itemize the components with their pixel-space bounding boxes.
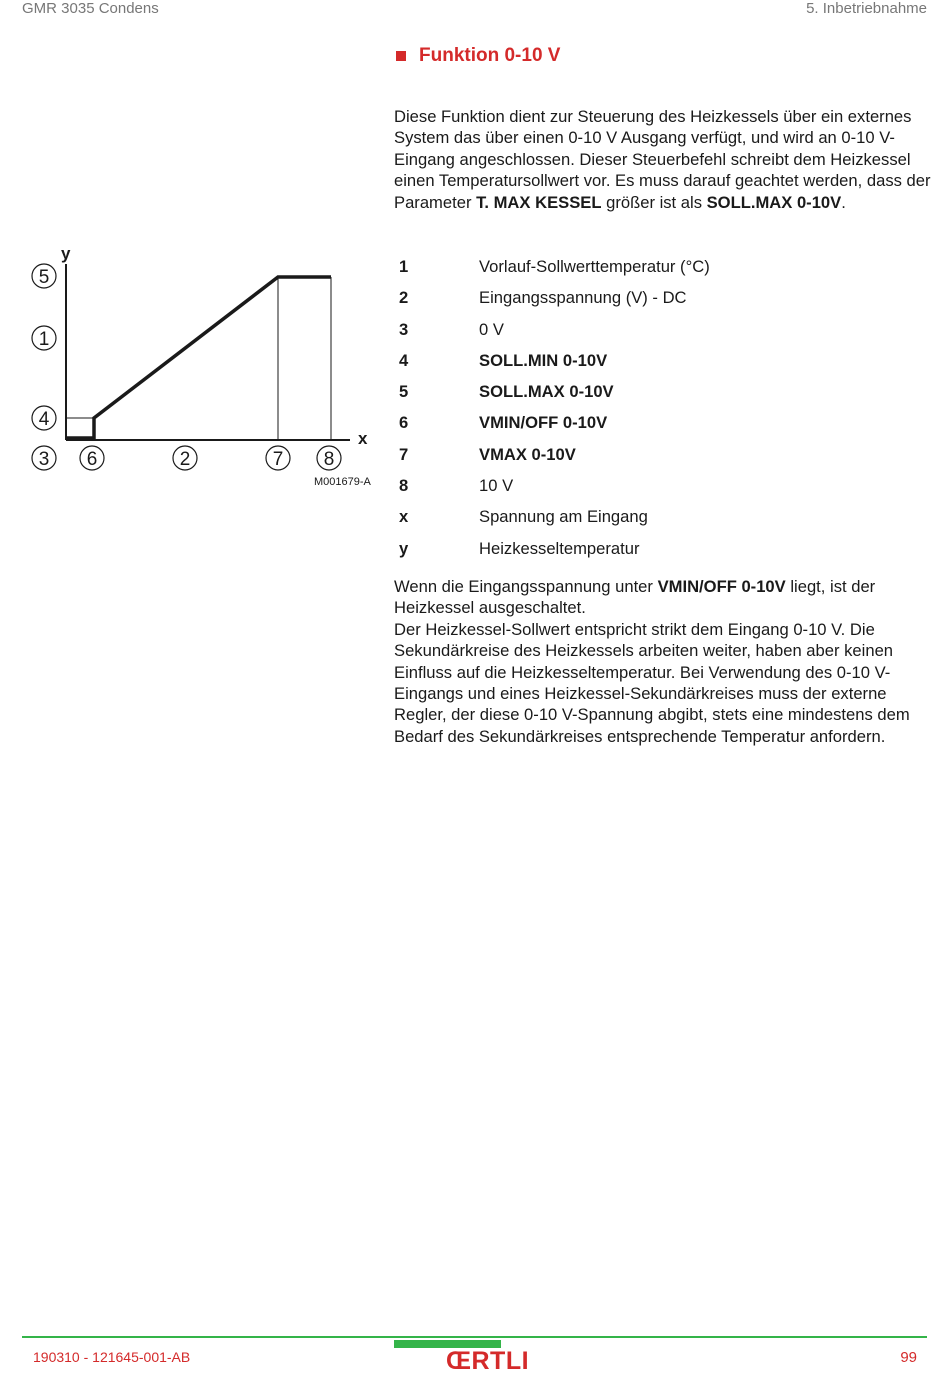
legend-value: SOLL.MIN 0-10V	[479, 350, 608, 370]
setpoint-diagram	[0, 236, 380, 496]
svg-text:3: 3	[38, 449, 50, 470]
svg-text:4: 4	[38, 409, 50, 430]
intro-end: .	[841, 192, 846, 212]
legend-row	[394, 444, 934, 475]
marker-3	[32, 446, 56, 470]
marker-4	[32, 406, 56, 430]
legend-row	[394, 538, 934, 569]
legend-value: Vorlauf-Sollwerttemperatur (°C)	[479, 257, 710, 276]
legend-row	[394, 412, 934, 443]
paragraph-setpoint: Der Heizkessel-Sollwert entspricht strikt dem Eingang 0-10 V. Die Sekundärkreise des Heizkessels arbeiten weiter, haben aber keinen Einfluss auf die Heizkesseltemperatur. Bei Verwendung des 0-10 V-Eingangs und eines Heizkessel-Sekundärkreises muss der externe Regler, der diese 0-10 V-Spannung abgibt, stets eine mindestens dem Bedarf des Sekundärkreises entsprechende Temperatur anfordern.	[394, 619, 910, 746]
svg-text:7: 7	[272, 449, 284, 470]
legend-value: SOLL.MAX 0-10V	[479, 382, 614, 402]
bullet-square-icon	[396, 51, 406, 61]
legend-key: 6	[399, 413, 409, 433]
header-chapter: 5. Inbetriebnahme	[806, 0, 927, 17]
param-vmin-off: VMIN/OFF 0-10V	[657, 577, 786, 596]
intro-mid: größer ist als	[601, 192, 707, 212]
section-title	[396, 45, 560, 67]
intro-paragraph	[394, 106, 934, 213]
legend-value: 0 V	[479, 319, 504, 339]
legend-key: 3	[399, 319, 409, 339]
svg-text:1: 1	[38, 329, 50, 350]
legend-row	[394, 506, 934, 537]
marker-8	[317, 446, 341, 470]
legend-key: 8	[399, 476, 409, 496]
legend-row	[394, 350, 934, 381]
svg-text:6: 6	[86, 449, 98, 470]
marker-1	[32, 326, 56, 350]
body-text	[394, 576, 934, 747]
legend-row	[394, 475, 934, 506]
marker-7	[266, 446, 290, 470]
legend-value: Eingangsspannung (V) - DC	[479, 288, 687, 308]
x-axis-label: x	[358, 429, 368, 448]
marker-5	[32, 264, 56, 288]
legend-row	[394, 319, 934, 350]
intro-text: Diese Funktion dient zur Steuerung des Heizkessels über ein externes System das über einen 0-10 V Ausgang verfügt, und wird an 0-10 V-Eingang angeschlossen. Dieser Steuerbefehl schreibt dem Heizkessel einen Temperatursollwert vor. Es muss darauf geachtet werden, dass der Parameter	[394, 107, 931, 212]
legend-value: Spannung am Eingang	[479, 507, 648, 527]
legend-value: VMIN/OFF 0-10V	[479, 413, 608, 433]
legend-key: 1	[399, 257, 409, 276]
legend-value: VMAX 0-10V	[479, 444, 576, 464]
legend-key: 2	[399, 288, 409, 308]
legend-key: 7	[399, 444, 409, 464]
y-axis-label: y	[61, 244, 71, 263]
legend-row	[394, 256, 934, 287]
legend-key: x	[399, 507, 409, 527]
footer-doc-reference: 190310 - 121645-001-AB	[33, 1349, 191, 1365]
legend-key: 4	[399, 350, 409, 370]
marker-2	[173, 446, 197, 470]
legend-list	[394, 256, 934, 569]
brand-logo: ŒRTLI	[446, 1347, 530, 1375]
figure-reference: M001679-A	[314, 476, 371, 488]
footer-page-number: 99	[900, 1349, 917, 1366]
footer-divider	[22, 1336, 927, 1338]
svg-text:8: 8	[323, 449, 335, 470]
legend-row	[394, 287, 934, 318]
section-title-text: Funktion 0-10 V	[419, 45, 561, 66]
param-soll-max: SOLL.MAX 0-10V	[706, 192, 842, 212]
legend-key: y	[399, 538, 409, 558]
setpoint-curve	[66, 277, 331, 438]
legend-value: Heizkesseltemperatur	[479, 538, 640, 558]
legend-row	[394, 381, 934, 412]
svg-text:2: 2	[179, 449, 191, 470]
legend-key: 5	[399, 382, 409, 402]
paragraph-switch-off: Wenn die Eingangsspannung unter VMIN/OFF 0-10V liegt, ist der Heizkessel ausgeschaltet.	[394, 577, 876, 618]
marker-6	[80, 446, 104, 470]
param-t-max-kessel: T. MAX KESSEL	[476, 192, 602, 212]
svg-text:5: 5	[38, 267, 50, 288]
header-product-name: GMR 3035 Condens	[22, 0, 159, 17]
legend-value: 10 V	[479, 476, 514, 496]
